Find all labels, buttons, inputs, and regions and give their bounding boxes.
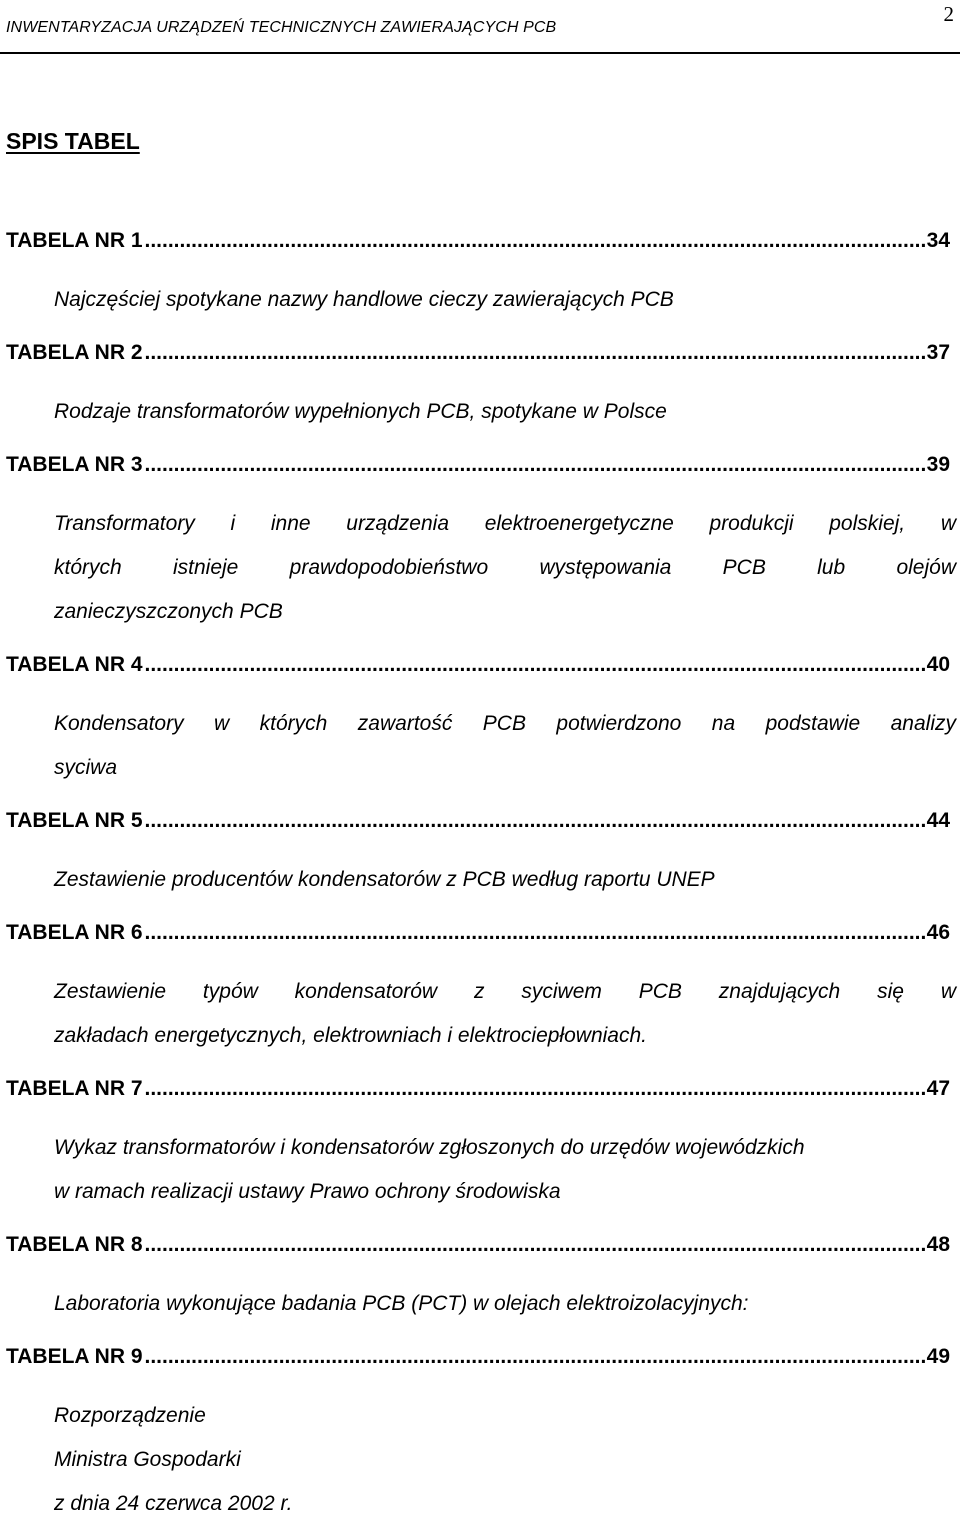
description-line: zakładach energetycznych, elektrowniach i elektrociepłowniach. bbox=[54, 1024, 647, 1047]
toc-entry-page-number: 34 bbox=[926, 229, 950, 252]
description-line: zanieczyszczonych PCB bbox=[54, 600, 283, 623]
dot-leader bbox=[145, 921, 925, 945]
toc-entry-description bbox=[54, 970, 956, 1058]
toc-entry-page-number: 44 bbox=[926, 809, 950, 832]
description-line: Ministra Gospodarki bbox=[54, 1448, 241, 1471]
toc-entry-description bbox=[54, 1282, 956, 1326]
description-line: Kondensatory w których zawartość PCB potwierdzono na podstawie analizy bbox=[54, 712, 956, 735]
toc-entry-description bbox=[54, 278, 956, 322]
toc-entry-page-number: 37 bbox=[926, 341, 950, 364]
toc-entry-label: TABELA NR 9 bbox=[6, 1345, 143, 1368]
toc-entry-description bbox=[54, 858, 956, 902]
description-line: w ramach realizacji ustawy Prawo ochrony środowiska bbox=[54, 1180, 561, 1203]
toc-title: SPIS TABEL bbox=[6, 128, 140, 154]
dot-leader bbox=[145, 1077, 925, 1101]
toc-entry-3[interactable] bbox=[6, 453, 950, 483]
toc-entry-page-number: 49 bbox=[926, 1345, 950, 1368]
description-line: Rodzaje transformatorów wypełnionych PCB, spotykane w Polsce bbox=[54, 400, 667, 423]
toc-entry-description bbox=[54, 702, 956, 790]
description-line: Rozporządzenie bbox=[54, 1404, 206, 1427]
header-rule bbox=[0, 52, 960, 54]
toc-entry-9[interactable] bbox=[6, 1345, 950, 1375]
toc-entry-label: TABELA NR 5 bbox=[6, 809, 143, 832]
toc-entry-page-number: 48 bbox=[926, 1233, 950, 1256]
dot-leader bbox=[145, 453, 925, 477]
dot-leader bbox=[145, 653, 925, 677]
toc-entry-description bbox=[54, 502, 956, 634]
dot-leader bbox=[145, 1233, 925, 1257]
toc-entry-7[interactable] bbox=[6, 1077, 950, 1107]
toc-entry-description bbox=[54, 1126, 956, 1214]
toc-entry-label: TABELA NR 7 bbox=[6, 1077, 143, 1100]
description-line: Zestawienie typów kondensatorów z syciwem PCB znajdujących się w bbox=[54, 980, 956, 1003]
toc-entry-2[interactable] bbox=[6, 341, 950, 371]
description-line: z dnia 24 czerwca 2002 r. bbox=[54, 1492, 293, 1515]
toc-entry-page-number: 47 bbox=[926, 1077, 950, 1100]
dot-leader bbox=[145, 229, 925, 253]
toc-entry-label: TABELA NR 8 bbox=[6, 1233, 143, 1256]
toc-entry-6[interactable] bbox=[6, 921, 950, 951]
toc-entry-label: TABELA NR 1 bbox=[6, 229, 143, 252]
description-line: Laboratoria wykonujące badania PCB (PCT) w olejach elektroizolacyjnych: bbox=[54, 1292, 749, 1315]
toc-entry-5[interactable] bbox=[6, 809, 950, 839]
toc-entry-page-number: 46 bbox=[926, 921, 950, 944]
dot-leader bbox=[145, 341, 925, 365]
running-header-title: INWENTARYZACJA URZĄDZEŃ TECHNICZNYCH ZAWIERAJĄCYCH PCB bbox=[6, 19, 557, 36]
toc-entry-label: TABELA NR 3 bbox=[6, 453, 143, 476]
page-number: 2 bbox=[943, 2, 954, 26]
dot-leader bbox=[145, 1345, 925, 1369]
description-line: syciwa bbox=[54, 756, 118, 779]
page-header bbox=[0, 0, 960, 56]
description-line: których istnieje prawdopodobieństwo występowania PCB lub olejów bbox=[54, 556, 956, 579]
toc-entry-page-number: 39 bbox=[926, 453, 950, 476]
toc-entry-label: TABELA NR 6 bbox=[6, 921, 143, 944]
toc-entry-description bbox=[54, 1394, 956, 1526]
description-line: Zestawienie producentów kondensatorów z PCB według raportu UNEP bbox=[54, 868, 715, 891]
description-line: Wykaz transformatorów i kondensatorów zgłoszonych do urzędów wojewódzkich bbox=[54, 1136, 805, 1159]
dot-leader bbox=[145, 809, 925, 833]
toc-entry-label: TABELA NR 2 bbox=[6, 341, 143, 364]
description-line: Transformatory i inne urządzenia elektroenergetyczne produkcji polskiej, w bbox=[54, 512, 956, 535]
toc-entry-4[interactable] bbox=[6, 653, 950, 683]
toc-entry-1[interactable] bbox=[6, 229, 950, 259]
toc-entry-label: TABELA NR 4 bbox=[6, 653, 143, 676]
toc-entry-description bbox=[54, 390, 956, 434]
description-line: Najczęściej spotykane nazwy handlowe cieczy zawierających PCB bbox=[54, 288, 674, 311]
toc-entry-8[interactable] bbox=[6, 1233, 950, 1263]
toc-entry-page-number: 40 bbox=[926, 653, 950, 676]
